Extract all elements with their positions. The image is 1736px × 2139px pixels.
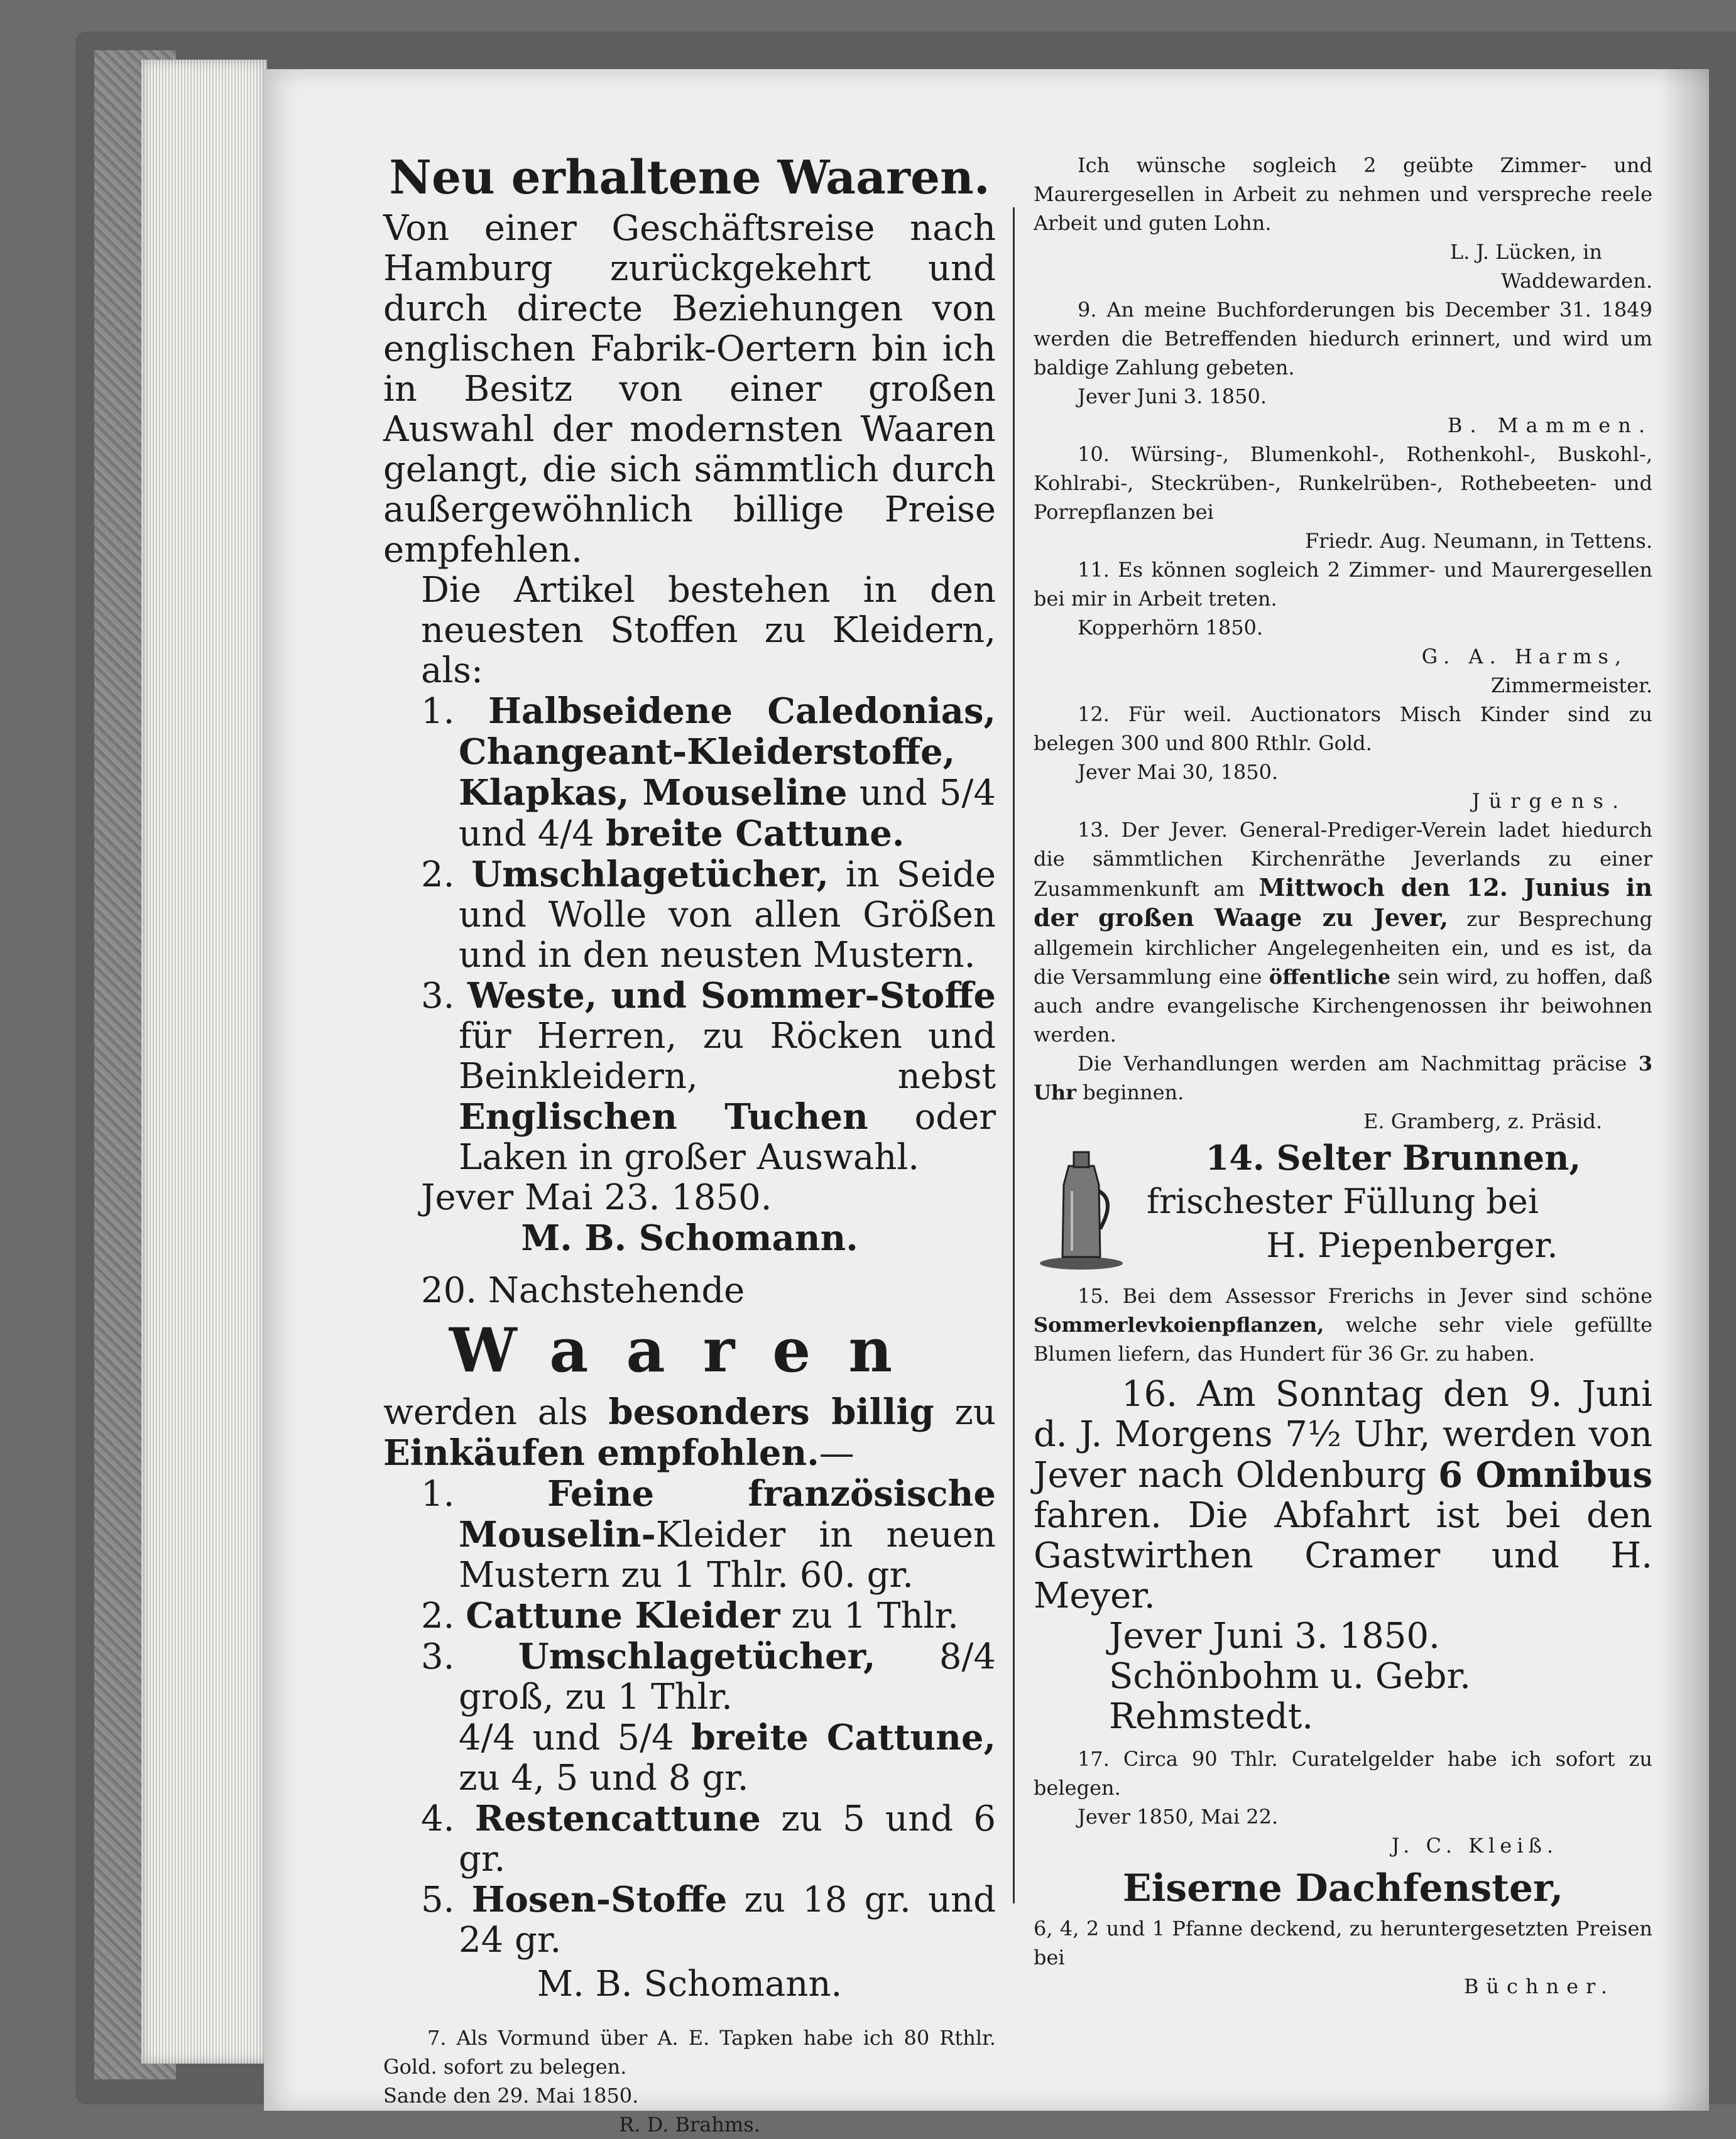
ad-date: Jever Mai 23. 1850. bbox=[421, 1177, 772, 1218]
ad-11-place: Kopperhörn 1850. bbox=[1078, 616, 1264, 640]
article-item-2: 2. Umschlagetücher, in Seide und Wolle von allen Größen und in den neusten Mustern. bbox=[421, 854, 996, 976]
ad-12-text: 12. Für weil. Auctionators Misch Kinder sind zu belegen 300 und 800 Rthlr. Gold. bbox=[1034, 702, 1652, 755]
ad-7-place: Sande den 29. Mai 1850. bbox=[383, 2084, 639, 2108]
ad-18-signature: Büchner. bbox=[1463, 1974, 1615, 1998]
waaren-item-1: 1. Feine französische Mouselin-Kleider in neuen Mustern zu 1 Thlr. 60. gr. bbox=[421, 1473, 996, 1596]
waaren-item-3: 3. Umschlagetücher, 8/4 groß, zu 1 Thlr. bbox=[421, 1636, 996, 1717]
ad-8-text: Ich wünsche sogleich 2 geübte Zimmer- und Maurergesellen in Arbeit zu nehmen und verspreche reele Arbeit und guten Lohn. bbox=[1034, 153, 1652, 235]
article-item-3: 3. Weste, und Sommer-Stoffe für Herren, zu Röcken und Beinkleidern, nebst Englischen Tuchen oder Laken in großer Auswahl. bbox=[421, 975, 996, 1178]
waaren-item-5: 5. Hosen-Stoffe zu 18 gr. und 24 gr. bbox=[421, 1879, 996, 1961]
ad-signature: M. B. Schomann. bbox=[521, 1217, 858, 1259]
waaren-item-3b: 4/4 und 5/4 breite Cattune, zu 4, 5 und 8 gr. bbox=[459, 1717, 996, 1799]
ad-intro-text: Von einer Geschäftsreise nach Hamburg zurückgekehrt und durch directe Beziehungen von englischen Fabrik-Oertern bin ich in Besitz von einer großen Auswahl der modernsten Waaren gelangt, die sich sämmtlich durch außergewöhnlich billige Preise empfehlen. bbox=[383, 208, 996, 570]
ad-15-text: 15. Bei dem Assessor Frerichs in Jever sind schöne Sommerlevkoienpflanzen, welche sehr viele gefüllte Blumen liefern, das Hundert für 36 Gr. zu haben. bbox=[1034, 1284, 1652, 1366]
column-divider bbox=[1013, 207, 1015, 1903]
waaren-item-4: 4. Restencattune zu 5 und 6 gr. bbox=[421, 1798, 996, 1880]
ad-10-text: 10. Würsing-, Blumenkohl-, Rothenkohl-, Buskohl-, Kohlrabi-, Steckrüben-, Runkelrüben-, Rothebeeten- und Porrepflanzen bei bbox=[1034, 442, 1652, 524]
ad-17-date: Jever 1850, Mai 22. bbox=[1078, 1805, 1279, 1829]
ad-20-intro: 20. Nachstehende bbox=[421, 1270, 745, 1311]
ad-18-title: Eiserne Dachfenster, bbox=[1122, 1866, 1564, 1910]
ad-20-text: werden als besonders billig zu Einkäufen empfohlen.— bbox=[383, 1391, 996, 1474]
ad-16-text: 16. Am Sonntag den 9. Juni d. J. Morgens 7½ Uhr, werden von Jever nach Oldenburg 6 Omnibus fahren. Die Abfahrt ist bei den Gastwirthen Cramer und H. Meyer. bbox=[1034, 1374, 1652, 1616]
ad-18-text: 6, 4, 2 und 1 Pfanne deckend, zu heruntergesetzten Preisen bei bbox=[1034, 1917, 1652, 1969]
ad-signature-2: M. B. Schomann. bbox=[537, 1964, 843, 2005]
ad-title-neu-erhaltene-waaren: Neu erhaltene Waaren. bbox=[389, 151, 990, 205]
ad-13-text-2: Die Verhandlungen werden am Nachmittag präcise 3 Uhr beginnen. bbox=[1034, 1052, 1652, 1104]
ad-11-signature: G. A. Harms, bbox=[1421, 645, 1627, 668]
ad-8-signature: L. J. Lücken, in bbox=[1449, 240, 1602, 264]
ad-17-text: 17. Circa 90 Thlr. Curatelgelder habe ich sofort zu belegen. bbox=[1034, 1747, 1652, 1800]
left-column bbox=[383, 151, 996, 2139]
page-gutter-shadow bbox=[1659, 69, 1709, 2111]
article-item-1: 1. Halbseidene Caledonias, Changeant-Kleiderstoffe, Klapkas, Mouseline und 5/4 und 4/4 breite Cattune. bbox=[421, 690, 996, 854]
waaren-item-2: 2. Cattune Kleider zu 1 Thlr. bbox=[421, 1595, 959, 1636]
articles-intro: Die Artikel bestehen in den neuesten Stoffen zu Kleidern, als: bbox=[421, 570, 996, 691]
right-column bbox=[1034, 151, 1652, 2001]
ad-11-role: Zimmermeister. bbox=[1490, 673, 1652, 697]
ad-7-text: 7. Als Vormund über A. E. Tapken habe ich 80 Rthlr. Gold. sofort zu belegen. bbox=[383, 2026, 996, 2079]
ad-13-text: 13. Der Jever. General-Prediger-Verein ladet hiedurch die sämmtlichen Kirchenräthe Jeverlands zu einer Zusammenkunft am Mittwoch den 12. Junius in der großen Waage zu Jever, zur Besprechung allgemein kirchlicher Angelegenheiten ein, und es ist, da die Versammlung eine öffentliche sein wird, zu hoffen, daß auch andre evangelische Kirchengenossen ihr beiwohnen werden. bbox=[1034, 818, 1653, 1047]
ad-7-signature: R. D. Brahms. bbox=[619, 2113, 760, 2136]
ad-9-date: Jever Juni 3. 1850. bbox=[1078, 384, 1267, 408]
ad-14-selter bbox=[1034, 1136, 1652, 1282]
ad-10-signature: Friedr. Aug. Neumann, in Tettens. bbox=[1304, 529, 1652, 553]
page-edges bbox=[141, 60, 267, 2064]
ad-14-line-3: H. Piepenberger. bbox=[1266, 1226, 1558, 1265]
ad-8-place: Waddewarden. bbox=[1500, 269, 1652, 293]
ad-16-date: Jever Juni 3. 1850. bbox=[1109, 1616, 1440, 1657]
ad-12-date: Jever Mai 30, 1850. bbox=[1078, 760, 1279, 784]
ad-14-line-2: frischester Füllung bei bbox=[1147, 1182, 1539, 1221]
selter-jug-icon bbox=[1037, 1141, 1125, 1273]
selter-text bbox=[1134, 1136, 1652, 1268]
ad-14-line-1: 14. Selter Brunnen, bbox=[1205, 1138, 1581, 1178]
ad-20-heading-waaren: Waaren bbox=[449, 1315, 931, 1386]
ad-17-signature: J. C. Kleiß. bbox=[1391, 1834, 1558, 1858]
ad-11-text: 11. Es können sogleich 2 Zimmer- und Maurergesellen bei mir in Arbeit treten. bbox=[1034, 558, 1652, 611]
ad-13-signature: E. Gramberg, z. Präsid. bbox=[1363, 1109, 1602, 1133]
ad-9-signature: B. Mammen. bbox=[1447, 413, 1652, 437]
ad-16-signature: Schönbohm u. Gebr. Rehmstedt. bbox=[1109, 1656, 1471, 1737]
ad-9-text: 9. An meine Buchforderungen bis December 31. 1849 werden die Betreffenden hiedurch erinnert, und wird um baldige Zahlung gebeten. bbox=[1034, 298, 1652, 379]
ad-12-signature: Jürgens. bbox=[1471, 789, 1627, 813]
